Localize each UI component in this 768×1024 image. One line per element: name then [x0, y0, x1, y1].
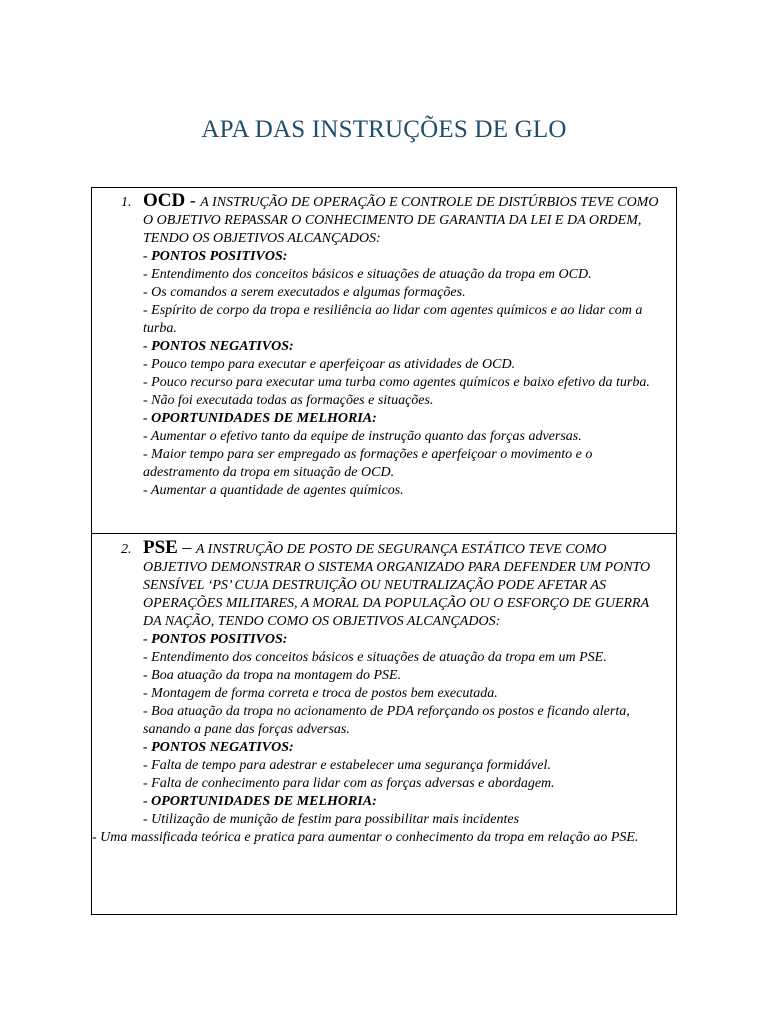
melhoria-label: - OPORTUNIDADES DE MELHORIA:: [143, 794, 377, 809]
list-item: - Boa atuação da tropa na montagem do PSE.: [143, 668, 402, 683]
list-item: - Espírito de corpo da tropa e resiliência ao lidar com agentes químicos e ao lidar com a turba.: [143, 303, 643, 336]
list-item: - Os comandos a serem executados e algumas formações.: [143, 285, 466, 300]
page-title: APA DAS INSTRUÇÕES DE GLO: [201, 116, 567, 143]
heading-dash: -: [185, 190, 201, 210]
list-item: - Boa atuação da tropa no acionamento de PDA reforçando os postos e ficando alerta, sanando a pane das forças adversas.: [143, 704, 630, 737]
list-item: - Pouco tempo para executar e aperfeiçoar as atividades de OCD.: [143, 357, 516, 372]
section-intro: A INSTRUÇÃO DE POSTO DE SEGURANÇA ESTÁTICO TEVE COMO OBJETIVO DEMONSTRAR O SISTEMA ORGANIZADO PARA DEFENDER UM PONTO SENSÍVEL ‘PS’ CUJA DESTRUIÇÃO OU NEUTRALIZAÇÃO PODE AFETAR AS OPERAÇÕES MILITARES, A MORAL DA POPULAÇÃO OU O ESFORÇO DE GUERRA DA NAÇÃO, TENDO COMO OS OBJETIVOS ALCANÇADOS:: [143, 542, 651, 629]
list-item: - Entendimento dos conceitos básicos e situações de atuação da tropa em OCD.: [143, 267, 592, 282]
section-heading: PSE: [143, 537, 178, 558]
item-number: 1.: [121, 195, 132, 210]
list-item: - Entendimento dos conceitos básicos e situações de atuação da tropa em um PSE.: [143, 650, 607, 665]
section-intro: A INSTRUÇÃO DE OPERAÇÃO E CONTROLE DE DISTÚRBIOS TEVE COMO O OBJETIVO REPASSAR O CONHECIMENTO DE GARANTIA DA LEI E DA ORDEM, TENDO OS OBJETIVOS ALCANÇADOS:: [143, 195, 659, 246]
negativos-label: - PONTOS NEGATIVOS:: [143, 339, 294, 354]
negativos-label: - PONTOS NEGATIVOS:: [143, 740, 294, 755]
list-item: - Falta de tempo para adestrar e estabelecer uma segurança formidável.: [143, 758, 551, 773]
list-item: - Falta de conhecimento para lidar com as forças adversas e abordagem.: [143, 776, 555, 791]
list-item: - Pouco recurso para executar uma turba como agentes químicos e baixo efetivo da turba.: [143, 375, 650, 390]
heading-dash: –: [177, 537, 196, 557]
list-item: - Aumentar o efetivo tanto da equipe de instrução quanto das forças adversas.: [143, 429, 582, 444]
melhoria-label: - OPORTUNIDADES DE MELHORIA:: [143, 411, 377, 426]
item-number: 2.: [121, 542, 132, 557]
list-item: - Maior tempo para ser empregado as formações e aperfeiçoar o movimento e o adestramento da tropa em situação de OCD.: [143, 447, 593, 480]
list-item: - Aumentar a quantidade de agentes químicos.: [143, 483, 404, 498]
section-ocd: [91, 187, 677, 534]
section-pse-content: [92, 537, 670, 847]
list-item: - Utilização de munição de festim para possibilitar mais incidentes: [143, 812, 520, 827]
section-heading: OCD: [143, 190, 186, 211]
positivos-label: - PONTOS POSITIVOS:: [143, 249, 288, 264]
section-pse: [91, 533, 677, 915]
positivos-label: - PONTOS POSITIVOS:: [143, 632, 288, 647]
list-item: - Montagem de forma correta e troca de postos bem executada.: [143, 686, 498, 701]
section-ocd-content: [121, 190, 670, 500]
list-item: - Não foi executada todas as formações e situações.: [143, 393, 434, 408]
list-item-outdented: - Uma massificada teórica e pratica para aumentar o conhecimento da tropa em relação ao PSE.: [92, 830, 639, 845]
